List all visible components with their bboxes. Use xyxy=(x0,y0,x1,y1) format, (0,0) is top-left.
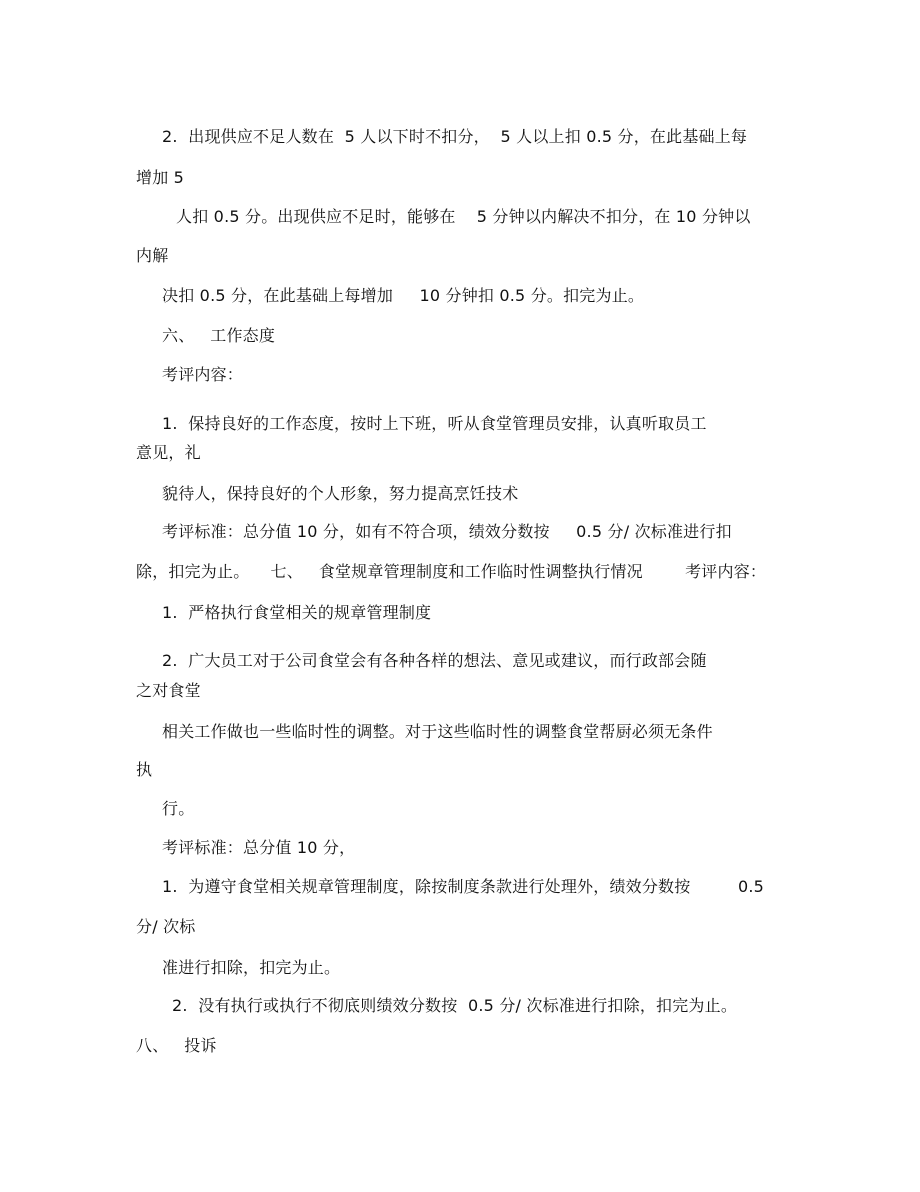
paragraph-line: 1. 严格执行食堂相关的规章管理制度 xyxy=(162,603,432,622)
section-heading: 八、 投诉 xyxy=(136,1036,217,1055)
paragraph-line: 考评内容： xyxy=(162,365,244,384)
paragraph-line: 分/ 次标 xyxy=(136,917,196,936)
paragraph-line: 行。 xyxy=(162,799,195,818)
paragraph-line: 2. 出现供应不足人数在 5 人以下时不扣分， 5 人以上扣 0.5 分，在此基础上每 xyxy=(162,127,748,146)
paragraph-line: 除，扣完为止。 七、 食堂规章管理制度和工作临时性调整执行情况 考评内容： xyxy=(136,562,767,581)
paragraph-line: 内解 xyxy=(136,246,169,265)
paragraph-line: 考评标准：总分值 10 分，如有不符合项，绩效分数按 0.5 分/ 次标准进行扣 xyxy=(162,522,732,541)
paragraph-line: 意见，礼 xyxy=(136,443,201,462)
paragraph-line: 人扣 0.5 分。出现供应不足时，能够在 5 分钟以内解决不扣分，在 10 分钟以 xyxy=(176,207,751,226)
paragraph-line: 2. 广大员工对于公司食堂会有各种各样的想法、意见或建议，而行政部会随 xyxy=(162,651,707,670)
section-heading: 六、 工作态度 xyxy=(162,326,276,345)
paragraph-line: 准进行扣除，扣完为止。 xyxy=(162,958,341,977)
paragraph-line: 2. 没有执行或执行不彻底则绩效分数按 0.5 分/ 次标准进行扣除，扣完为止。 xyxy=(172,996,738,1015)
paragraph-line: 执 xyxy=(136,760,153,779)
paragraph-line: 决扣 0.5 分，在此基础上每增加 10 分钟扣 0.5 分。扣完为止。 xyxy=(162,286,645,305)
paragraph-line: 1. 为遵守食堂相关规章管理制度，除按制度条款进行处理外，绩效分数按 0.5 xyxy=(162,877,765,896)
paragraph-line: 增加 5 xyxy=(136,168,185,187)
paragraph-line: 之对食堂 xyxy=(136,681,201,700)
paragraph-line: 1. 保持良好的工作态度，按时上下班，听从食堂管理员安排，认真听取员工 xyxy=(162,414,707,433)
paragraph-line: 貌待人，保持良好的个人形象，努力提高烹饪技术 xyxy=(162,484,519,503)
paragraph-line: 相关工作做也一些临时性的调整。对于这些临时性的调整食堂帮厨必须无条件 xyxy=(162,722,713,741)
paragraph-line: 考评标准：总分值 10 分， xyxy=(162,838,356,857)
